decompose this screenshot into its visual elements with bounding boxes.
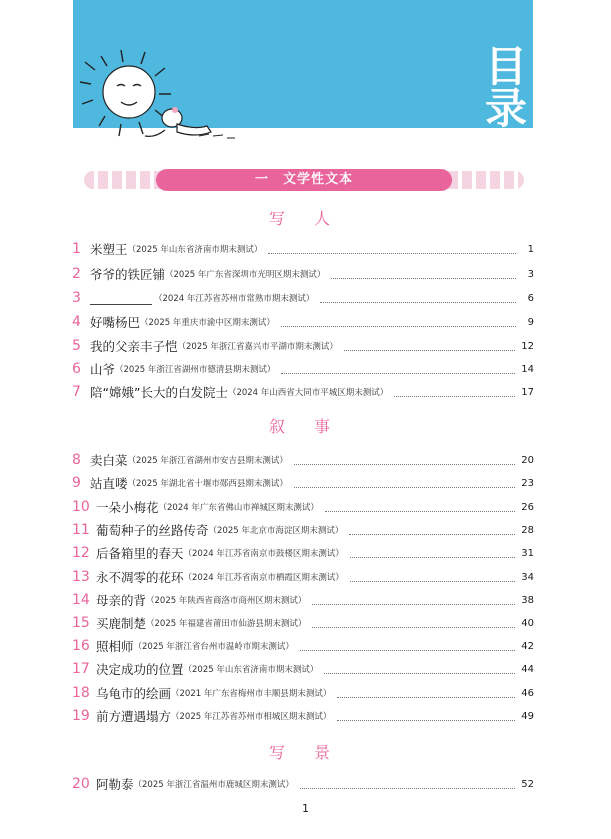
dot-leader <box>325 502 515 512</box>
entry-source: （2024 年江苏省南京市栖霞区期末测试） <box>183 573 344 583</box>
entry-page: 6 <box>527 292 534 304</box>
title-blank-line <box>90 292 152 305</box>
dot-leader <box>344 341 515 351</box>
entry-page: 23 <box>521 477 534 489</box>
dot-leader <box>394 387 515 397</box>
toc-entry[interactable] <box>72 337 534 355</box>
toc-entry[interactable] <box>72 498 534 516</box>
toc-entry[interactable] <box>72 637 534 655</box>
entry-source: （2025 年福建省莆田市仙游县期末测试） <box>146 619 307 629</box>
dot-leader <box>324 664 515 674</box>
entry-page: 42 <box>521 640 534 652</box>
entry-page: 14 <box>521 363 534 375</box>
entry-page: 1 <box>527 243 534 255</box>
entry-source: （2025 年陕西省商洛市商州区期末测试） <box>146 596 307 606</box>
entry-number: 11 <box>72 522 90 538</box>
entry-title: 爷爷的铁匠铺 <box>90 267 166 282</box>
sun-child-illustration <box>77 40 247 150</box>
group-heading-scenery: 写 景 <box>268 743 343 762</box>
entry-page: 38 <box>521 594 534 606</box>
toc-entry[interactable] <box>72 360 534 378</box>
entry-page: 52 <box>521 778 534 790</box>
entry-number: 16 <box>72 638 90 654</box>
dot-leader <box>294 478 515 488</box>
entry-number: 19 <box>72 708 90 724</box>
dot-leader <box>320 293 516 303</box>
toc-entry[interactable] <box>72 521 534 539</box>
toc-title-glyph-bottom: 录 <box>484 84 527 133</box>
entry-number: 12 <box>72 545 90 561</box>
toc-title-glyph-top: 目 <box>484 42 527 91</box>
entry-number: 3 <box>72 290 81 306</box>
entry-title: 母亲的背 <box>96 593 147 608</box>
entry-source: （2025 年北京市海淀区期末测试） <box>208 526 344 536</box>
entry-source: （2025 年重庆市渝中区期末测试） <box>140 318 275 328</box>
entry-title: 葡萄种子的丝路传奇 <box>96 523 209 538</box>
dot-leader <box>268 244 516 254</box>
entry-page: 17 <box>521 386 534 398</box>
toc-entry[interactable] <box>72 568 534 586</box>
toc-entry[interactable] <box>72 451 534 469</box>
entry-number: 1 <box>72 241 81 257</box>
group-heading-narrative: 叙 事 <box>268 417 343 436</box>
entry-title: 山爷 <box>90 362 116 377</box>
section-title: 一 文学性文本 <box>156 169 452 191</box>
entry-title: 前方遭遇塌方 <box>96 709 172 724</box>
dot-leader <box>312 618 515 628</box>
toc-entry[interactable] <box>72 383 534 401</box>
toc-entry[interactable] <box>72 660 534 678</box>
entry-source: （2025 年浙江省台州市温岭市期末测试） <box>133 642 294 652</box>
entry-title: 好嘴杨巴 <box>90 315 141 330</box>
entry-source: （2024 年山西省大同市平城区期末测试） <box>227 388 389 398</box>
dot-leader <box>281 364 515 374</box>
entry-title: 站直喽 <box>90 476 128 491</box>
dot-leader <box>337 688 515 698</box>
entry-source: （2025 年浙江省温州市鹿城区期末测试） <box>133 780 294 790</box>
entry-page: 44 <box>521 663 534 675</box>
entry-number: 4 <box>72 314 81 330</box>
dot-leader <box>337 711 515 721</box>
entry-number: 17 <box>72 661 90 677</box>
entry-source: （2025 年浙江省湖州市德清县期末测试） <box>115 365 276 375</box>
dot-leader <box>312 595 515 605</box>
dot-leader <box>331 269 516 279</box>
toc-entry[interactable] <box>72 775 534 793</box>
entry-title: 后备箱里的春天 <box>96 546 184 561</box>
entry-page: 28 <box>521 524 534 536</box>
entry-source: （2025 年浙江省湖州市安吉县期末测试） <box>127 456 288 466</box>
toc-entry[interactable] <box>72 544 534 562</box>
entry-source: （2025 年浙江省嘉兴市平湖市期末测试） <box>177 342 338 352</box>
entry-number: 20 <box>72 776 90 792</box>
footer-page-number: 1 <box>302 802 309 815</box>
dot-leader <box>349 525 515 535</box>
toc-entry[interactable] <box>72 240 534 258</box>
entry-source: （2025 年广东省深圳市光明区期末测试） <box>165 270 326 280</box>
entry-title: 阿勒泰 <box>96 777 134 792</box>
entry-number: 18 <box>72 685 90 701</box>
entry-number: 6 <box>72 361 81 377</box>
entry-page: 3 <box>527 268 534 280</box>
entry-page: 34 <box>521 571 534 583</box>
entry-source: （2025 年山东省济南市期末测试） <box>127 245 263 255</box>
entry-page: 26 <box>521 501 534 513</box>
entry-title: 买鹿制楚 <box>96 616 147 631</box>
toc-entry[interactable] <box>72 265 534 283</box>
header-band <box>73 0 533 133</box>
dot-leader <box>350 548 515 558</box>
entry-title: 我的父亲丰子恺 <box>90 339 178 354</box>
entry-title: 米塑王 <box>90 242 128 257</box>
entry-source: （2025 年江苏省苏州市相城区期末测试） <box>171 712 332 722</box>
dot-leader <box>300 641 515 651</box>
entry-page: 12 <box>521 340 534 352</box>
toc-entry[interactable] <box>72 684 534 702</box>
entry-source: （2024 年广东省佛山市禅城区期末测试） <box>158 503 319 513</box>
entry-source: （2024 年江苏省南京市鼓楼区期末测试） <box>183 549 344 559</box>
toc-entry[interactable] <box>72 313 534 331</box>
toc-entry[interactable] <box>72 289 534 307</box>
entry-page: 20 <box>521 454 534 466</box>
toc-entry[interactable] <box>72 591 534 609</box>
entry-title: 决定成功的位置 <box>96 662 184 677</box>
dot-leader <box>300 779 515 789</box>
entry-number: 2 <box>72 266 81 282</box>
entry-number: 8 <box>72 452 81 468</box>
dot-leader <box>281 317 516 327</box>
entry-page: 9 <box>527 316 534 328</box>
entry-page: 49 <box>521 710 534 722</box>
entry-title: 卖白菜 <box>90 453 128 468</box>
dot-leader <box>294 455 515 465</box>
entry-source: （2024 年江苏省苏州市常熟市期末测试） <box>154 294 315 304</box>
toc-entry[interactable] <box>72 614 534 632</box>
entry-title: 永不凋零的花环 <box>96 570 184 585</box>
entry-source: （2021 年广东省梅州市丰顺县期末测试） <box>171 689 332 699</box>
entry-page: 40 <box>521 617 534 629</box>
entry-source: （2025 年湖北省十堰市郧西县期末测试） <box>127 479 288 489</box>
entry-number: 15 <box>72 615 90 631</box>
entry-title: 乌龟市的绘画 <box>96 686 172 701</box>
entry-page: 31 <box>521 547 534 559</box>
entry-title: 陪“嫦娥”长大的白发院士 <box>90 385 228 400</box>
group-heading-people: 写 人 <box>268 209 343 228</box>
entry-number: 13 <box>72 569 90 585</box>
entry-number: 5 <box>72 338 81 354</box>
entry-source: （2025 年山东省济南市期末测试） <box>183 665 319 675</box>
entry-number: 14 <box>72 592 90 608</box>
toc-entry[interactable] <box>72 707 534 725</box>
entry-title: 一朵小梅花 <box>96 500 159 515</box>
toc-entry[interactable] <box>72 474 534 492</box>
entry-page: 46 <box>521 687 534 699</box>
dot-leader <box>350 572 515 582</box>
entry-number: 7 <box>72 384 81 400</box>
entry-number: 10 <box>72 499 90 515</box>
entry-number: 9 <box>72 475 81 491</box>
section-banner <box>84 169 524 191</box>
entry-title: 照相师 <box>96 639 134 654</box>
